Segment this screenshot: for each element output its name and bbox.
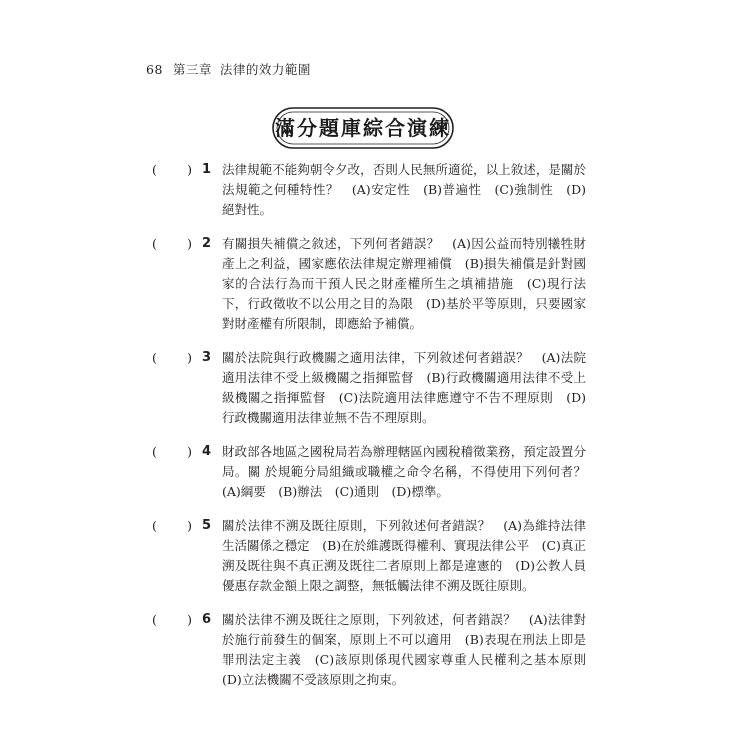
section-title: 滿分題庫綜合演練 [275, 116, 451, 140]
answer-blank[interactable]: ( ) [152, 444, 192, 459]
answer-blank[interactable]: ( ) [152, 350, 192, 365]
question-item [146, 160, 586, 220]
chapter-label: 第三章 [172, 62, 212, 77]
question-number: 1 [202, 162, 212, 177]
question-text: 財政部各地區之國稅局若為辦理轄區內國稅稽徵業務，預定設置分局。關 於規範分局組織或職權之命令名稱，不得使用下列何者？ (A)綱要 (B)辦法 (C)通則 (D)標準。 [222, 444, 599, 499]
question-item [146, 610, 599, 690]
section-title-box [271, 106, 455, 150]
question-item [146, 442, 599, 502]
chapter-title: 法律的效力範圍 [219, 62, 311, 77]
question-item [146, 516, 586, 596]
question-text: 法律規範不能夠朝令夕改，否則人民無所適從，以上敘述，是關於法規範之何種特性？ (A)安定性 (B)普遍性 (C)強制性 (D)絕對性。 [222, 162, 586, 217]
question-number: 6 [202, 612, 212, 627]
question-text: 關於法院與行政機關之適用法律，下列敘述何者錯誤？ (A)法院適用法律不受上級機關之指揮監督 (B)行政機關適用法律不受上級機關之指揮監督 (C)法院適用法律應遵守不告不理原則 (D)行政機關適用法律並無不告不理原則。 [222, 350, 586, 425]
question-text: 關於法律不溯及既往原則，下列敘述何者錯誤？ (A)為維持法律生活關係之穩定 (B)在於維護既得權利、實現法律公平 (C)真正溯及既往與不真正溯及既往二者原則上都是違憲的 (D)公教人員優惠存款金額上限之調整，無牴觸法律不溯及既往原則。 [222, 518, 586, 593]
question-number: 2 [202, 236, 212, 251]
question-item [146, 348, 586, 428]
page-number: 68 [146, 62, 163, 77]
question-item [146, 234, 586, 334]
answer-blank[interactable]: ( ) [152, 612, 192, 627]
question-number: 4 [202, 444, 212, 459]
answer-blank[interactable]: ( ) [152, 236, 192, 251]
question-text: 關於法律不溯及既往之原則，下列敘述，何者錯誤？ (A)法律對於施行前發生的個案，原則上不可以適用 (B)表現在刑法上即是罪刑法定主義 (C)該原則係現代國家尊重人民權利之基本原則 (D)立法機關不受該原則之拘束。 [222, 612, 599, 687]
page-header [146, 60, 311, 78]
answer-blank[interactable]: ( ) [152, 518, 192, 533]
answer-blank[interactable]: ( ) [152, 162, 192, 177]
question-number: 5 [202, 518, 212, 533]
question-number: 3 [202, 350, 212, 365]
question-list [146, 160, 599, 704]
question-text: 有關損失補償之敘述，下列何者錯誤？ (A)因公益而特別犧牲財產上之利益，國家應依法律規定辦理補償 (B)損失補償是針對國家的合法行為而干預人民之財產權所生之填補措施 (C)現行法下，行政徵收不以公用之目的為限 (D)基於平等原則，只要國家對財產權有所限制，即應給予補償。 [222, 236, 586, 331]
